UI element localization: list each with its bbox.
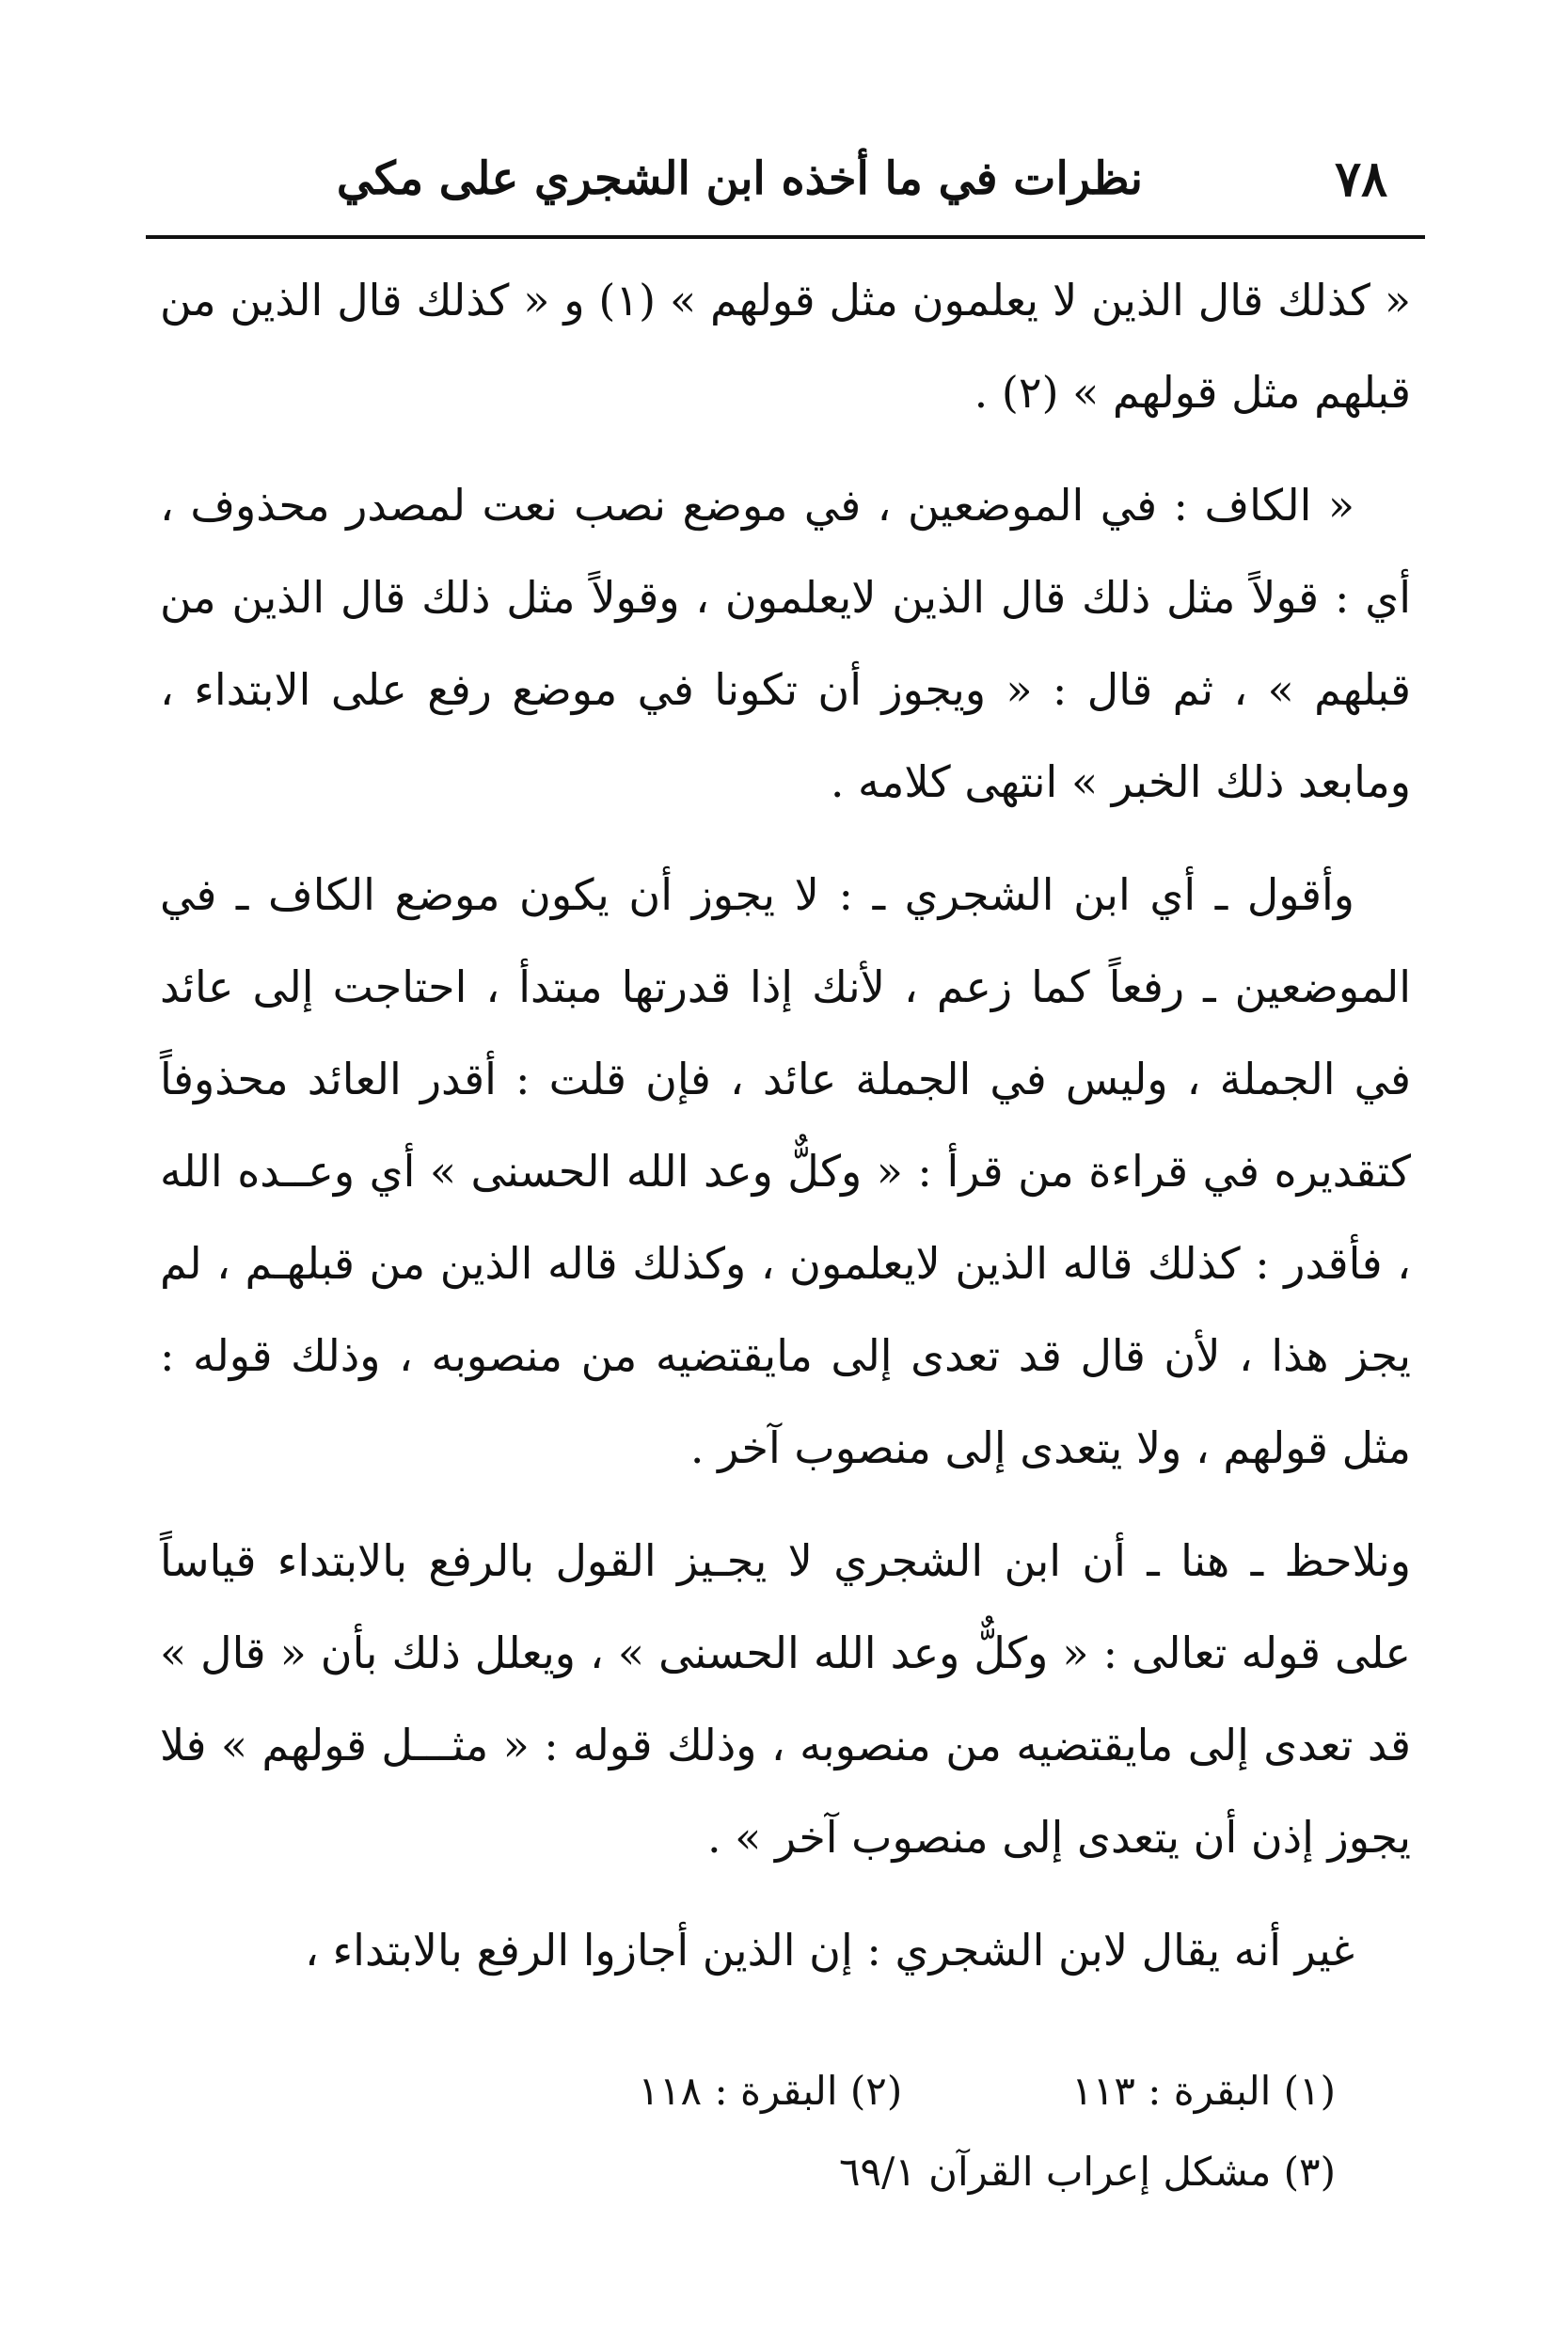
paragraph-1: « كذلك قال الذين لا يعلمون مثل قولهم » (١) و « كذلك قال الذين من قبلهم مثل قولهم » (٢) . xyxy=(160,275,1411,418)
footnote-1: (١) البقرة : ١١٣ xyxy=(1071,2068,1336,2114)
page-number: ٧٨ xyxy=(1335,151,1387,208)
footnote-2: (٢) البقرة : ١١٨ xyxy=(638,2068,903,2114)
paragraph-4: ونلاحظ ـ هنا ـ أن ابن الشجري لا يجـيز القول بالرفع بالابتداء قياساً على قوله تعالى : « وكلٌّ وعد الله الحسنى » ، ويعلل ذلك بأن « قال » قد تعدى إلى مايقتضيه من منصوبه ، وذلك قوله : « مثـــل قولهم » فلا يجوز إذن أن يتعدى إلى منصوب آخر » . xyxy=(160,1535,1411,1863)
header-rule xyxy=(146,235,1425,239)
body-text xyxy=(160,254,1411,2017)
page-header xyxy=(146,141,1425,226)
footnote-row xyxy=(160,2051,1336,2132)
footnote-3: (٣) مشكل إعراب القرآن ٦٩/١ xyxy=(838,2149,1336,2195)
footnotes xyxy=(160,2051,1336,2213)
paragraph-2: « الكاف : في الموضعين ، في موضع نصب نعت لمصدر محذوف ، أي : قولاً مثل ذلك قال الذين لايعلمون ، وقولاً مثل ذلك قال الذين من قبلهم » ، ثم قال : « ويجوز أن تكونا في موضع رفع على الابتداء ، ومابعد ذلك الخبر » انتهى كلامه . xyxy=(160,480,1411,807)
paragraph-3: وأقول ـ أي ابن الشجري ـ : لا يجوز أن يكون موضع الكاف ـ في الموضعين ـ رفعاً كما زعم ، لأنك إذا قدرتها مبتدأ ، احتاجت إلى عائد في الجملة ، وليس في الجملة عائد ، فإن قلت : أقدر العائد محذوفاً كتقديره في قراءة من قرأ : « وكلٌّ وعد الله الحسنى » أي وعــده الله ، فأقدر : كذلك قاله الذين لايعلمون ، وكذلك قاله الذين من قبلهـم ، لم يجز هذا ، لأن قال قد تعدى إلى مايقتضيه من منصوبه ، وذلك قوله : مثل قولهم ، ولا يتعدى إلى منصوب آخر . xyxy=(160,869,1411,1473)
paragraph-5: غير أنه يقال لابن الشجري : إن الذين أجازوا الرفع بالابتداء ، xyxy=(305,1925,1354,1976)
footnote-row xyxy=(160,2132,1336,2213)
running-title: نظرات في ما أخذه ابن الشجري على مكي xyxy=(336,152,1143,205)
